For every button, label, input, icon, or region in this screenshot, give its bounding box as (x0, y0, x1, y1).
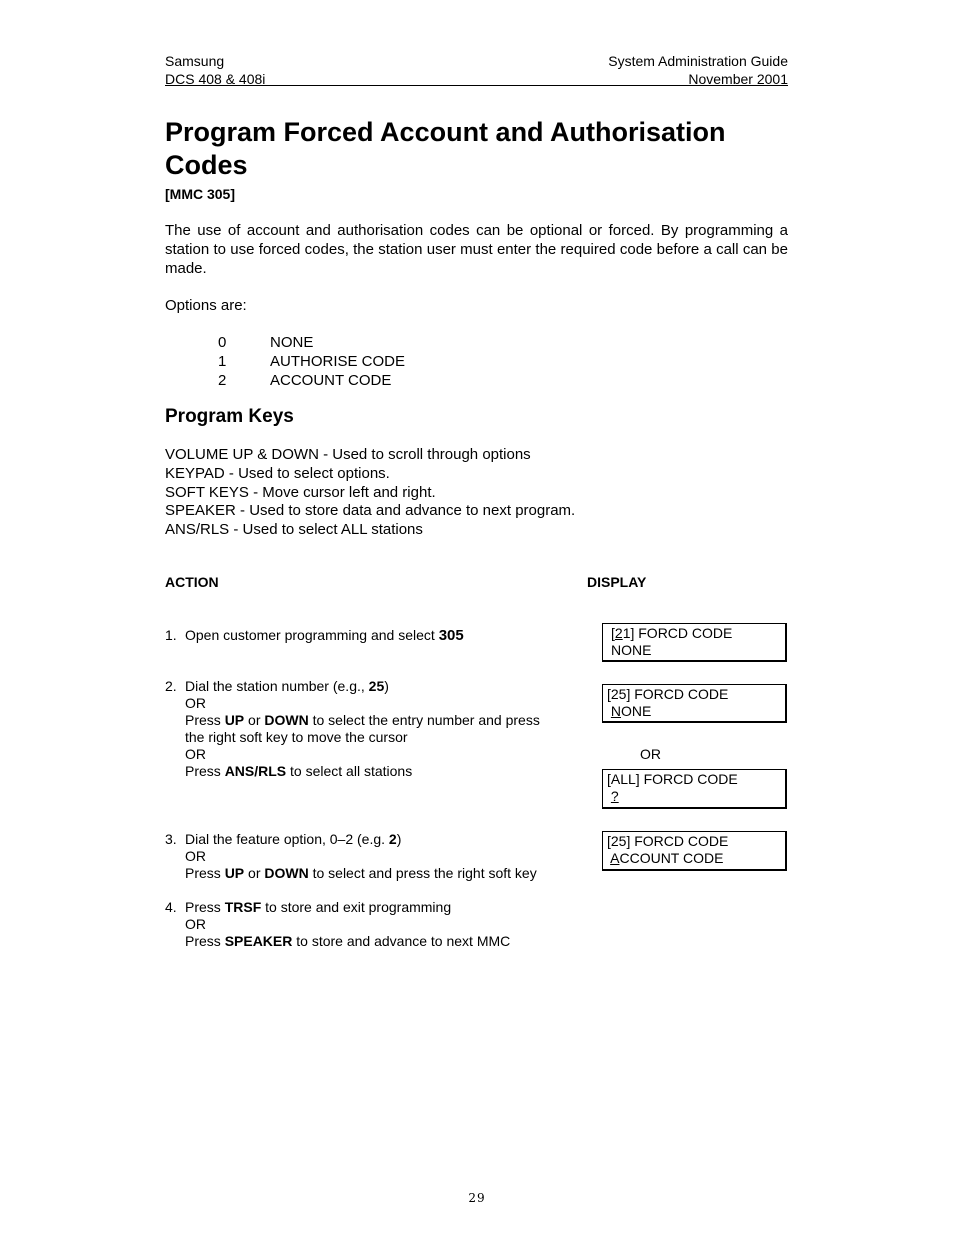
program-key-item: ANS/RLS - Used to select ALL stations (165, 521, 423, 539)
program-keys-list (165, 446, 575, 540)
intro-paragraph: The use of account and authorisation codes can be optional or forced. By programming a station to use forced codes, the station user must enter the required code before a call can be made. (165, 222, 788, 277)
option-label: AUTHORISE CODE (270, 353, 406, 370)
step-number: 1. (165, 627, 177, 643)
step-number: 4. (165, 899, 177, 915)
lcd-display-1: [21] FORCD CODE NONE (602, 623, 787, 662)
step-text: Dial the station number (e.g., 25) OR Press UP or DOWN to select the entry number and press the right soft key to move the cursor OR Press ANS/RLS to select all stations (185, 678, 540, 779)
step-number: 3. (165, 831, 177, 847)
header-company: Samsung (165, 53, 225, 69)
display-or-label: OR (640, 746, 661, 762)
lcd-display-2: [25] FORCD CODE NONE (602, 684, 787, 723)
cursor: N (610, 703, 622, 719)
step-text: Open customer programming and select 305 (185, 627, 464, 644)
program-key-item: SPEAKER - Used to store data and advance to next program. (165, 502, 576, 520)
header-date: November 2001 (688, 71, 788, 87)
program-key-item: VOLUME UP & DOWN - Used to scroll through options (165, 446, 531, 463)
lcd-display-3: [ALL] FORCD CODE ? (602, 769, 787, 809)
mmc-code: [MMC 305] (165, 186, 236, 202)
page-number: 29 (468, 1191, 486, 1205)
step-text: Dial the feature option, 0–2 (e.g. 2) OR Press UP or DOWN to select and press the right soft key (185, 831, 537, 881)
header-divider (165, 85, 788, 86)
lcd-display-4: [25] FORCD CODE ACCOUNT CODE (602, 831, 787, 871)
program-keys-heading: Program Keys (165, 406, 294, 427)
action-column-header: ACTION (165, 574, 219, 590)
header-left (165, 52, 265, 88)
option-number: 1 (218, 353, 227, 370)
option-label: ACCOUNT CODE (270, 372, 392, 389)
cursor: 2 (614, 625, 623, 641)
header-right (608, 52, 788, 88)
option-number: 0 (218, 334, 227, 351)
cursor: A (610, 850, 620, 866)
step-text: Press TRSF to store and exit programming OR Press SPEAKER to store and advance to next MMC (185, 899, 511, 949)
step-number: 2. (165, 678, 177, 694)
page-title: Program Forced Account and Authorisation Codes (165, 117, 726, 180)
program-key-item: KEYPAD - Used to select options. (165, 464, 390, 482)
cursor: ? (610, 788, 619, 804)
header-model: DCS 408 & 408i (165, 71, 266, 87)
header-guide-title: System Administration Guide (608, 53, 788, 69)
option-number: 2 (218, 372, 227, 389)
display-column-header: DISPLAY (587, 574, 647, 590)
program-key-item: SOFT KEYS - Move cursor left and right. (165, 483, 436, 501)
option-label: NONE (270, 334, 314, 351)
options-label: Options are: (165, 297, 247, 314)
